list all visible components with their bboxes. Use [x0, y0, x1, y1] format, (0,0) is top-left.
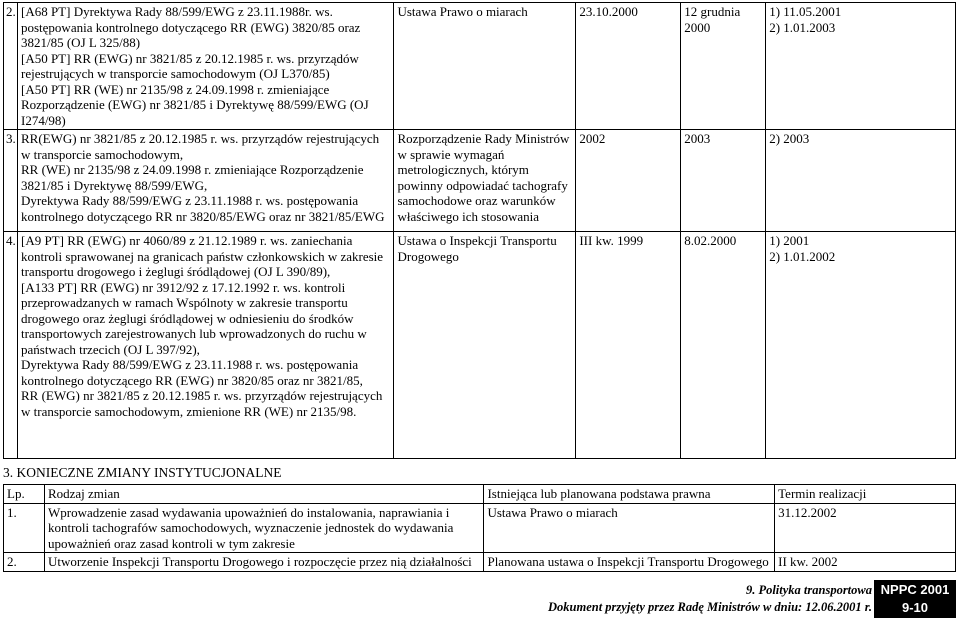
table-row [4, 503, 956, 553]
institutional-changes-table [3, 484, 956, 572]
page-number: 9-10 [901, 600, 929, 615]
national-instrument-cell: Rozporządzenie Rady Ministrów w sprawie wymagań metrologicznych, którym powinny odpowiadać tachografy samochodowe oraz warunków właściwego ich stosowania [394, 130, 576, 232]
table-row [4, 3, 956, 130]
row-number: 1. [4, 503, 45, 553]
date-cell-2: 12 grudnia 2000 [681, 3, 766, 130]
date-cell-3: 2) 2003 [766, 130, 956, 232]
document-code: NPPC 2001 [880, 582, 950, 597]
date-cell-1: III kw. 1999 [576, 232, 681, 459]
header-change-type: Rodzaj zmian [44, 485, 484, 504]
change-cell: Wprowadzenie zasad wydawania upoważnień do instalowania, naprawiania i kontroli tachografów samochodowych, wyznaczenie jednostek do wydawania upoważnień oraz zasad kontroli w tym zakresie [44, 503, 484, 553]
eu-legislation-cell: [A9 PT] RR (EWG) nr 4060/89 z 21.12.1989 r. ws. zaniechania kontroli sprawowanej na granicach państw członkowskich w zakresie transportu drogowego i żeglugi śródlądowej (OJ L 390/89), [A133 PT] RR (EWG) nr 3912/92 z 17.12.1992 r. ws. kontroli przeprowadzanych w ramach Wspólnoty w zakresie transportu drogowego oraz żeglugi śródlądowej w odniesieniu do środków transportowych zarejestrowanych lub wprowadzonych do ruchu w państwach trzecich (OJ L 397/92), Dyrektywa Rady 88/599/EWG z 23.11.1988 r. ws. postępowania kontrolnego dotyczącego RR (EWG) nr 3820/85 oraz nr 3821/85, RR (EWG) nr 3821/85 z 20.12.1985 r. ws. przyrządów rejestrujących w transporcie samochodowym, zmienione RR (WE) nr 2135/98. [17, 232, 394, 459]
deadline-cell: 31.12.2002 [775, 503, 956, 553]
eu-legislation-cell: RR(EWG) nr 3821/85 z 20.12.1985 r. ws. przyrządów rejestrujących w transporcie samochodowym, RR (WE) nr 2135/98 z 24.09.1998 r. zmieniające Rozporządzenie 3821/85 i Dyrektywę 88/599/EWG, Dyrektywa Rady 88/599/EWG z 23.11.1988 r. ws. postępowania kontrolnego dotyczącego RR nr 3820/85/EWG oraz nr 3821/85/EWG [17, 130, 394, 232]
date-cell-1: 2002 [576, 130, 681, 232]
header-deadline: Termin realizacji [775, 485, 956, 504]
footer-chapter-title: 9. Polityka transportowa [745, 583, 872, 597]
table-row [4, 553, 956, 572]
table-row [4, 232, 956, 459]
row-number: 2. [4, 3, 18, 130]
table-header-row [4, 485, 956, 504]
footer-document-note: Dokument przyjęty przez Radę Ministrów w dniu: 12.06.2001 r. [548, 600, 872, 614]
legislation-table [3, 2, 956, 459]
date-cell-2: 2003 [681, 130, 766, 232]
date-cell-3: 1) 11.05.2001 2) 1.01.2003 [766, 3, 956, 130]
change-cell: Utworzenie Inspekcji Transportu Drogowego i rozpoczęcie przez nią działalności [44, 553, 484, 572]
date-cell-2: 8.02.2000 [681, 232, 766, 459]
national-instrument-cell: Ustawa o Inspekcji Transportu Drogowego [394, 232, 576, 459]
row-number: 4. [4, 232, 18, 459]
national-instrument-cell: Ustawa Prawo o miarach [394, 3, 576, 130]
date-cell-1: 23.10.2000 [576, 3, 681, 130]
legal-basis-cell: Planowana ustawa o Inspekcji Transportu Drogowego [484, 553, 775, 572]
legal-basis-cell: Ustawa Prawo o miarach [484, 503, 775, 553]
section-heading: 3. KONIECZNE ZMIANY INSTYTUCJONALNE [3, 465, 282, 480]
date-cell-3: 1) 2001 2) 1.01.2002 [766, 232, 956, 459]
deadline-cell: II kw. 2002 [775, 553, 956, 572]
row-number: 3. [4, 130, 18, 232]
header-legal-basis: Istniejąca lub planowana podstawa prawna [484, 485, 775, 504]
page-code-box [874, 580, 956, 618]
row-number: 2. [4, 553, 45, 572]
header-lp: Lp. [4, 485, 45, 504]
table-row [4, 130, 956, 232]
eu-legislation-cell: [A68 PT] Dyrektywa Rady 88/599/EWG z 23.11.1988r. ws. postępowania kontrolnego dotyczącego RR (EWG) 3820/85 oraz 3821/85 (OJ L 325/88) [A50 PT] RR (EWG) nr 3821/85 z 20.12.1985 r. ws. przyrządów rejestrujących w transporcie samochodowym (OJ L370/85) [A50 PT] RR (WE) nr 2135/98 z 24.09.1998 r. zmieniające Rozporządzenie (EWG) nr 3821/85 i Dyrektywę 88/599/EWG (OJ I274/98) [17, 3, 394, 130]
